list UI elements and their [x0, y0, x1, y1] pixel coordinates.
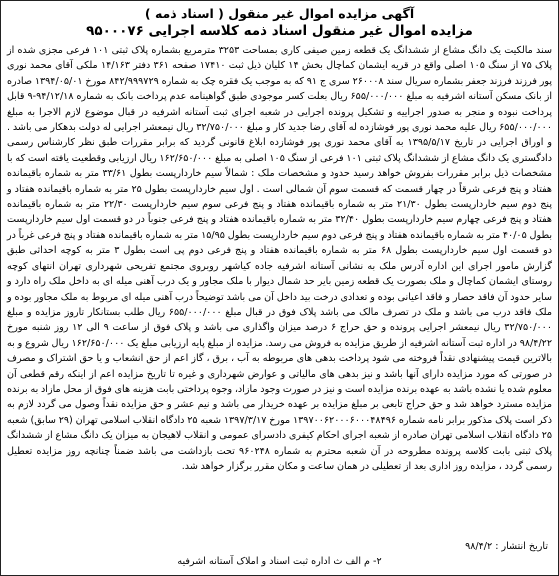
notice-title: آگهی مزایده اموال غیر منقول ( اسناد ذمه )	[144, 6, 415, 21]
auction-notice	[7, 5, 552, 571]
notice-subtitle: مزایده اموال غیر منقول اسناد ذمه کلاسه اجرایی ۹۵۰۰۰۷۶	[86, 23, 473, 39]
publication-date: تاریخ انتشار : ۹۸/۴/۲	[465, 541, 548, 552]
notice-body: سند مالکیت یک دانگ مشاع از ششدانگ یک قطعه زمین صیفی کاری بمساحت ۳۲۵۳ مترمربع بشماره پلاک ثبتی ۱۰۱ فرعی مجزی شده از پلاک ۷۵ از سنگ ۱۰۵ اصلی واقع در قریه ایشمان کماچال بخش ۱۴ کلیان ذیل ثبت ۱۷۴۱۰ صفحه ۳۶۱ دفتر ۱۴/۱۶۳ ملکی آقای محمد نوری پور فرزند فرزند جعفر بشماره سریال سند ۲۶۰۰۰۸ سری ج ۹۱ که به موجب یک فقره چک به شماره ۸۴۲/۹۹۹۷۲۹ مورخ ۱۳۹۴/۰۵/۰۱ صادره از بانک مسکن آستانه اشرفیه به مبلغ ۶۵۵/۰۰۰/۰۰۰ ریال بعلت کسر موجودی طبق گواهینامه عدم پرداخت بانک به شماره ۹۴/۱۲/۱۸-۹ قابل پرداخت نبوده و منجر به صدور اجراییه و تشکیل پرونده اجرایی در شعبه اجرای ثبت آستانه اشرفیه در قبال موضوع لازم الاجرا به مبلغ ۶۵۵/۰۰۰/۰۰۰ ریال علیه محمد نوری پور فوشازده له آقای رضا جدید کار و مبلغ ۳۲/۷۵۰/۰۰۰ ریال نیمعشر اجرایی له دولت بدهکار می باشد . و اوراق اجرایی در تاریخ ۱۳۹۵/۵/۱۷ به آقای محمد نوری پور فوشازده ابلاغ قانونی گردید که برابر مقررات طبق نظر کارشناس رسمی دادگستری یک دانگ مشاع از ششدانگ پلاک ثبتی ۱۰۱ فرعی از سنگ ۱۰۵ اصلی به مبلغ ۱۶۲/۶۵۰/۰۰۰ ریال ارزیابی وقطعیت یافته است که با مشخصات ذیل برابر مقررات بفروش خواهد رسید حدود و مشخصات ملک : شمالاً سیم خاردارپست بطول ۳۳/۶۱ متر به شماره باقیمانده هفتاد و پنج فرعی شرقاً در چهار قسمت که قسمت سوم آن شمالی است . اول سیم خاردارپست بطول ۲۵ متر به شماره باقیمانده هفتاد و پنج دوم سیم خاردارپست بطول ۲۱/۳۰ متر به شماره باقیمانده هفتاد و پنج فرعی سوم سیم خاردارپست ۲۲/۳۰ متر به شماره باقیمانده هفتاد و پنج فرعی چهارم سیم خاردارپست بطول ۳۲/۴۰ متر به شماره باقیمانده هفتاد و پنج فرعی جنوباً در دو قسمت اول سیم خاردارپست بطول ۴۰/۰۵ متر به شماره باقیمانده هفتاد و پنج فرعی دوم سیم خاردارپست بطول ۱۵/۹۵ متر به شماره باقیمانده هفتاد و پنج فرعی غرباً در دو قسمت اول سیم خاردارپست بطول ۶۸ متر به شماره باقیمانده هفتاد و پنج فرعی دوم پی است بطول ۳ متر به کوچه احداثی طبق گزارش مامور اجرای این اداره آدرس ملک به نشانی آستانه اشرفیه جاده کیاشهر روبروی مجتمع تفریحی شهرداری تهران انتهای کوچه روستای ایشمان کماچال و ملک بصورت یک قطعه زمین بایر حد شمال دیوار با ملک مجاور و یک درب آهنی میله ای به داخل ملک راه دارد و سایر حدود آن فاقد حصار و فاقد اعیانی بوده و تعدادی درخت بید داخل آن می باشد توضیحاً درب آهنی میله ای مربوط به ملک مجاور بوده و ملک فاقد درب می باشد و ملک در تصرف مالک می باشد پلاک فوق در قبال مبلغ ۶۵۵/۰۰۰/۰۰۰ ریال طلب بستانکار تاروز مزایده و مبلغ ۳۲/۷۵۰/۰۰۰ ریال نیمعشر اجرایی پرونده و حق حراج ۶ درصد میزان واگذاری می باشد و پلاک فوق از ساعت ۹ الی ۱۲ روز شنبه مورخ ۹۸/۴/۲۲ در اداره ثبت آستانه اشرفیه از طریق مزایده به فروش می رسد. مزایده از مبلغ پایه ارزیابی مبلغ یک ۱۶۲/۶۵۰/۰۰۰ ریال شروع و به بالاترین قیمت پیشنهادی نقداً فروخته می شود پرداخت بدهی های مربوطه به آب ، برق ، گاز اعم از حق انشعاب و یا حق اشتراک و مصرف در صورتی که مورد مزایده دارای آنها باشد و نیز بدهی های مالیاتی و عوارض شهرداری و غیره تا تاریخ مزایده اعم از اینکه رقم قطعی آن معلوم شده یا نشده باشد به عهده برنده مزایده است و نیز در صورت وجود مازاد، وجوه پرداختی بابت هزینه های فوق از محل مازاد به برنده مزایده مسترد خواهد شد و حق حراج تابعی بر مبلغ مزایده بر عهده خریدار می باشد و نیم عشر و حق مزایده نقداً وصول می گردد لازم به ذکر است پلاک مذکور برابر نامه شماره ۱۳۹۷۰۰۶۲۰۰۰۶۰۰۰۴۸۴۹۶ مورخ ۱۳۹۷/۳/۱۷ شعبه ۲۵ دادگاه انقلاب اسلامی تهران (۲۹ سابق) شعبه ۲۵ دادگاه انقلاب اسلامی تهران صادره از شعبه اجرای احکام کیفری دادسرای عمومی و انقلاب لاهیجان به میزان یک دانگ مشاع از ششدانگ پلاک ثبتی بابت کلاسه پرونده مطروحه در آن شعبه محترم به شماره ۹۶۰۲۴۸ تحت بازداشت می باشد ضمناً چنانچه روز مزایده تعطیل رسمی گردد ، مزایده روز اداری بعد از تعطیلی در همان ساعت و مکان مقرر برگزار خواهد شد.	[7, 45, 553, 472]
issuer-signature: ۲- م الف ث اداره ثبت اسناد و املاک آستانه اشرفیه	[177, 556, 382, 567]
notice-footer	[7, 539, 552, 569]
